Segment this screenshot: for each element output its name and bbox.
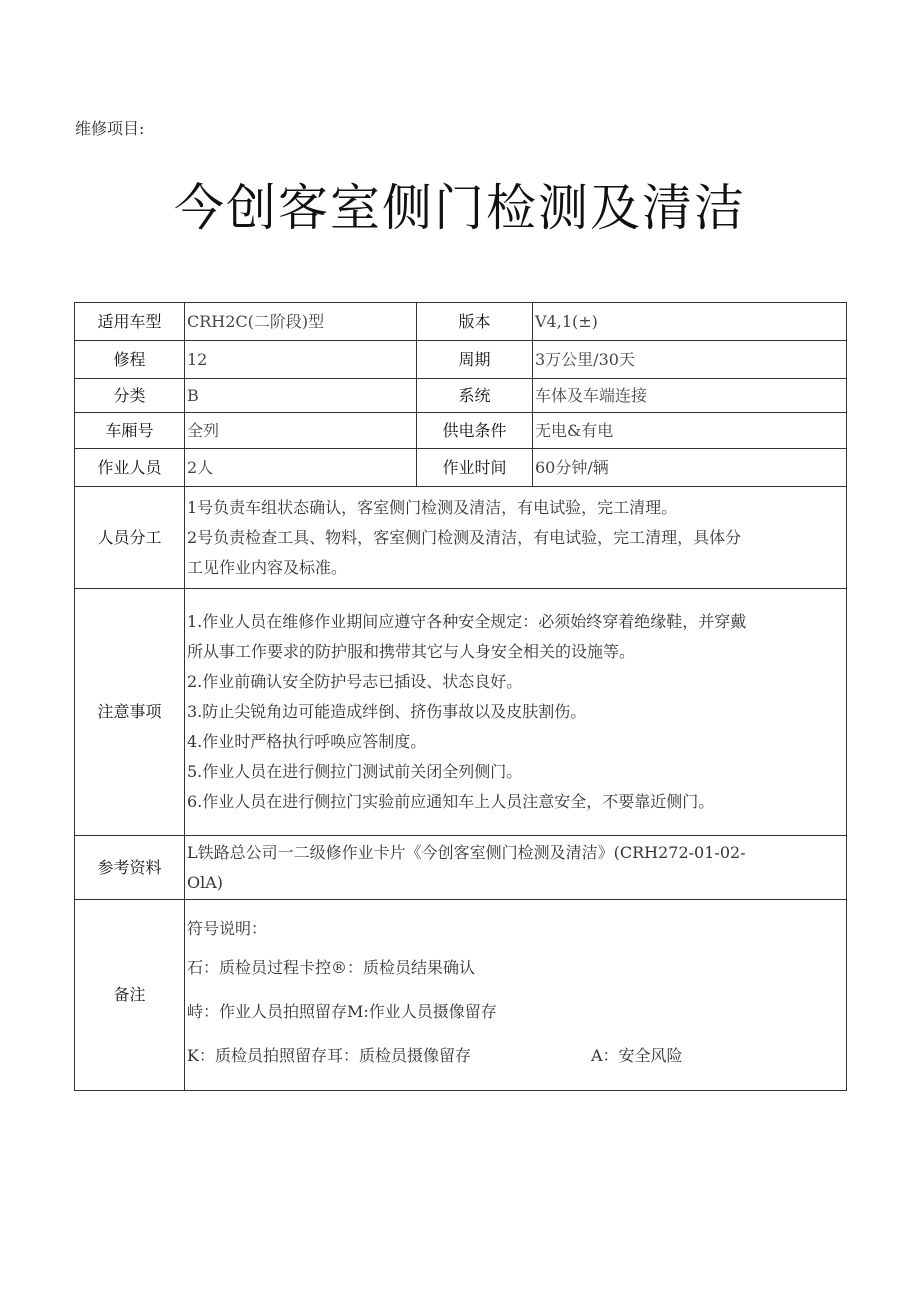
symbol-legend-line: 峙：作业人员拍照留存M:作业人员摄像留存 [187, 1002, 497, 1021]
notes-content [185, 589, 847, 836]
table-row [75, 900, 847, 1091]
notes-line: 4.作业时严格执行呼唤应答制度。 [187, 732, 427, 751]
remarks-content [185, 900, 847, 1091]
work-time-label: 作业时间 [417, 449, 533, 487]
notes-line: 6.作业人员在进行侧拉门实验前应通知车上人员注意安全，不要靠近侧门。 [187, 792, 715, 811]
repair-level-value: 12 [185, 341, 417, 379]
car-number-label: 车厢号 [75, 413, 185, 449]
page-title: 今创客室侧门检测及清洁 [174, 179, 746, 237]
category-value: B [185, 379, 417, 413]
cycle-label: 周期 [417, 341, 533, 379]
work-time-value: 60分钟/辆 [533, 449, 847, 487]
notes-line: 5.作业人员在进行侧拉门测试前关闭全列侧门。 [187, 762, 523, 781]
cycle-value: 3万公里/30天 [533, 341, 847, 379]
work-card-table [74, 302, 847, 1091]
table-row [75, 449, 847, 487]
power-condition-value: 无电&有电 [533, 413, 847, 449]
symbol-legend-line: 石：质检员过程卡控®：质检员结果确认 [187, 958, 476, 977]
notes-label: 注意事项 [75, 589, 185, 836]
applicable-model-value: CRH2C(二阶段)型 [185, 303, 417, 341]
table-row [75, 589, 847, 836]
reference-line: OlA) [187, 872, 224, 892]
reference-content [185, 836, 847, 900]
repair-level-label: 修程 [75, 341, 185, 379]
table-row [75, 379, 847, 413]
remarks-label: 备注 [75, 900, 185, 1091]
notes-line: 3.防止尖锐角边可能造成绊倒、挤伤事故以及皮肤割伤。 [187, 702, 587, 721]
division-label: 人员分工 [75, 487, 185, 589]
power-condition-label: 供电条件 [417, 413, 533, 449]
car-number-value: 全列 [185, 413, 417, 449]
system-label: 系统 [417, 379, 533, 413]
notes-line: 2.作业前确认安全防护号志已插设、状态良好。 [187, 672, 523, 691]
category-label: 分类 [75, 379, 185, 413]
table-row [75, 487, 847, 589]
reference-line: L铁路总公司一二级修作业卡片《今创客室侧门检测及清洁》(CRH272-01-02- [187, 842, 746, 862]
symbol-legend-line [187, 1034, 844, 1078]
notes-line: 1.作业人员在维修作业期间应遵守各种安全规定：必须始终穿着绝缘鞋，并穿戴 [187, 612, 747, 631]
division-content [185, 487, 847, 589]
symbol-legend-title: 符号说明： [187, 919, 268, 938]
symbol-legend-item: A：安全风险 [590, 1046, 683, 1065]
personnel-value: 2人 [185, 449, 417, 487]
table-row [75, 341, 847, 379]
reference-label: 参考资料 [75, 836, 185, 900]
notes-line: 所从事工作要求的防护服和携带其它与人身安全相关的设施等。 [187, 642, 636, 661]
version-label: 版本 [417, 303, 533, 341]
table-row [75, 836, 847, 900]
version-value: V4,1(±) [533, 303, 847, 341]
system-value: 车体及车端连接 [533, 379, 847, 413]
division-line: 2号负责检查工具、物料，客室侧门检测及清洁，有电试验，完工清理，具体分 [187, 527, 742, 547]
table-row [75, 303, 847, 341]
personnel-label: 作业人员 [75, 449, 185, 487]
table-row [75, 413, 847, 449]
division-line: 1号负责车组状态确认，客室侧门检测及清洁，有电试验，完工清理。 [187, 497, 678, 517]
division-line: 工见作业内容及标准。 [187, 557, 348, 577]
maintenance-item-prefix: 维修项目: [75, 119, 145, 138]
symbol-legend-item: K：质检员拍照留存耳：质检员摄像留存 [187, 1046, 471, 1065]
applicable-model-label: 适用车型 [75, 303, 185, 341]
